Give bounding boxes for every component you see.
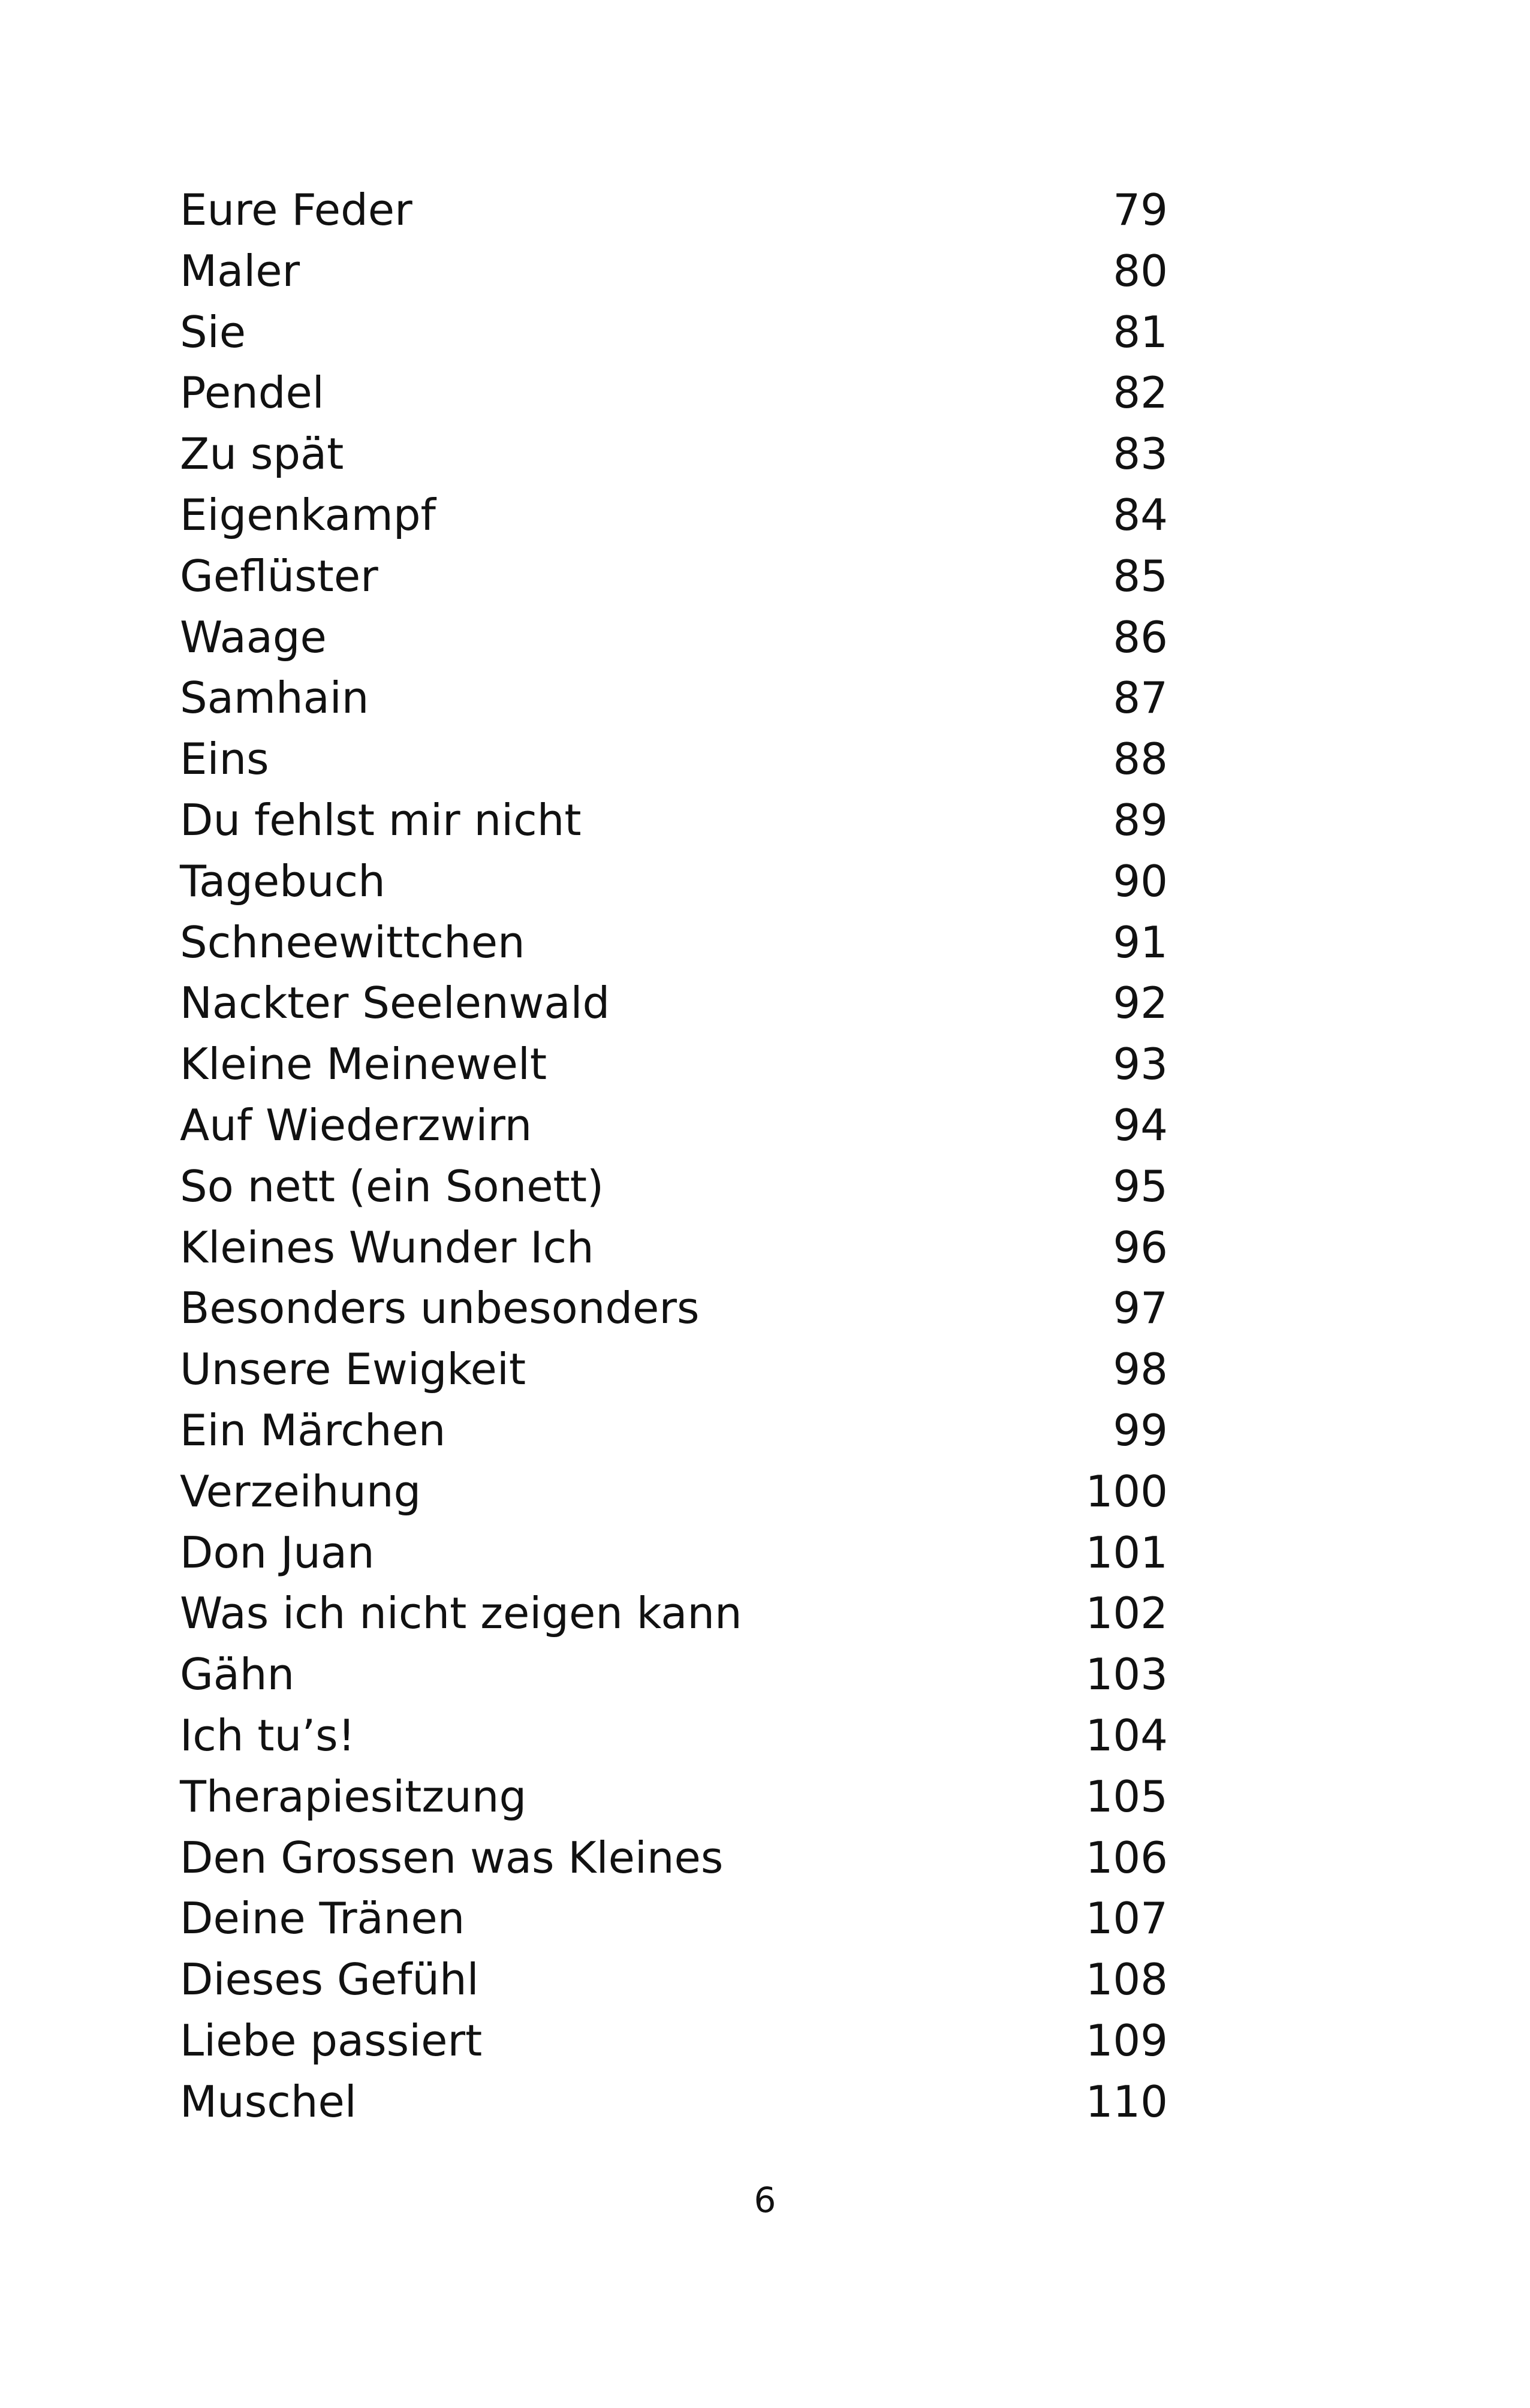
- toc-entry-title: Kleine Meinewelt: [180, 1039, 547, 1090]
- toc-entry: [180, 1888, 1168, 1949]
- toc-entry-page: 84: [1113, 489, 1168, 540]
- toc-entry-title: So nett (ein Sonett): [180, 1161, 604, 1211]
- toc-entry-title: Eigenkampf: [180, 489, 436, 540]
- toc-entry: [180, 668, 1168, 729]
- toc-entry: [180, 363, 1168, 424]
- toc-entry: [180, 1949, 1168, 2011]
- toc-entry: [180, 2011, 1168, 2072]
- toc-entry-page: 98: [1113, 1344, 1168, 1395]
- toc-entry-page: 108: [1085, 1954, 1168, 2005]
- toc-entry-title: Nackter Seelenwald: [180, 978, 610, 1029]
- toc-entry: [180, 973, 1168, 1034]
- toc-entry: [180, 1095, 1168, 1156]
- toc-entry-page: 79: [1113, 185, 1168, 235]
- toc-entry-title: Pendel: [180, 367, 324, 418]
- toc-entry-title: Therapiesitzung: [180, 1771, 527, 1822]
- toc-entry-title: Du fehlst mir nicht: [180, 794, 582, 845]
- toc-entry-page: 104: [1085, 1710, 1168, 1761]
- toc-entry: [180, 2072, 1168, 2133]
- toc-entry-page: 95: [1113, 1161, 1168, 1211]
- toc-entry-title: Samhain: [180, 673, 369, 724]
- toc-entry: [180, 912, 1168, 974]
- toc-entry-title: Eins: [180, 734, 269, 785]
- toc-entry-title: Geflüster: [180, 550, 378, 601]
- toc-entry-page: 106: [1085, 1832, 1168, 1883]
- toc-entry-page: 103: [1085, 1649, 1168, 1700]
- toc-entry-page: 107: [1085, 1893, 1168, 1944]
- toc-entry: [180, 546, 1168, 607]
- toc-entry-title: Waage: [180, 611, 327, 662]
- toc-entry-title: Den Grossen was Kleines: [180, 1832, 724, 1883]
- toc-entry-page: 85: [1113, 550, 1168, 601]
- toc-entry: [180, 1767, 1168, 1828]
- toc-entry-title: Verzeihung: [180, 1466, 421, 1517]
- toc-entry: [180, 851, 1168, 912]
- toc-entry: [180, 1156, 1168, 1217]
- toc-entry-page: 92: [1113, 978, 1168, 1029]
- toc-entry-title: Was ich nicht zeigen kann: [180, 1588, 742, 1639]
- toc-entry-page: 82: [1113, 367, 1168, 418]
- toc-entry: [180, 729, 1168, 790]
- toc-entry-title: Zu spät: [180, 429, 344, 480]
- toc-entry-title: Schneewittchen: [180, 917, 525, 968]
- toc-entry-page: 110: [1085, 2076, 1168, 2127]
- toc-entry-title: Liebe passiert: [180, 2015, 483, 2066]
- toc-entry: [180, 1217, 1168, 1279]
- toc-entry-page: 90: [1113, 855, 1168, 906]
- toc-entry-title: Auf Wiederzwirn: [180, 1099, 532, 1150]
- page-number: 6: [754, 2180, 776, 2220]
- toc-entry-page: 93: [1113, 1039, 1168, 1090]
- toc-entry-title: Eure Feder: [180, 185, 412, 235]
- toc-entry-title: Ich tu’s!: [180, 1710, 356, 1761]
- toc-entry-title: Besonders unbesonders: [180, 1283, 700, 1334]
- toc-entry-title: Unsere Ewigkeit: [180, 1344, 526, 1395]
- toc-entry-page: 99: [1113, 1405, 1168, 1455]
- toc-entry-page: 100: [1085, 1466, 1168, 1517]
- toc-entry: [180, 180, 1168, 241]
- toc-entry-page: 94: [1113, 1099, 1168, 1150]
- toc-entry-title: Maler: [180, 245, 300, 296]
- toc-entry: [180, 1828, 1168, 1889]
- toc-entry-title: Don Juan: [180, 1527, 375, 1578]
- toc-entry: [180, 424, 1168, 485]
- toc-entry-page: 96: [1113, 1222, 1168, 1273]
- toc-entry-title: Ein Märchen: [180, 1405, 446, 1455]
- toc-entry: [180, 485, 1168, 546]
- toc-entry: [180, 302, 1168, 363]
- toc-entry-page: 102: [1085, 1588, 1168, 1639]
- toc-entry-title: Dieses Gefühl: [180, 1954, 479, 2005]
- toc-entry-title: Kleines Wunder Ich: [180, 1222, 594, 1273]
- toc-entry-page: 105: [1085, 1771, 1168, 1822]
- toc-entry-page: 101: [1085, 1527, 1168, 1578]
- toc-entry: [180, 1278, 1168, 1339]
- toc-entry-title: Tagebuch: [180, 855, 385, 906]
- toc-entry: [180, 1034, 1168, 1095]
- toc-entry-title: Deine Tränen: [180, 1893, 465, 1944]
- toc-entry: [180, 241, 1168, 302]
- toc-entry-page: 97: [1113, 1283, 1168, 1334]
- toc-entry-title: Gähn: [180, 1649, 295, 1700]
- toc-entry-page: 109: [1085, 2015, 1168, 2066]
- toc-entry: [180, 1644, 1168, 1705]
- toc-entry-page: 81: [1113, 306, 1168, 357]
- toc-entry-page: 91: [1113, 917, 1168, 968]
- toc-entry: [180, 1400, 1168, 1461]
- toc-entry: [180, 1461, 1168, 1523]
- toc-entry: [180, 1583, 1168, 1644]
- toc-entry: [180, 1705, 1168, 1767]
- toc-entry: [180, 607, 1168, 668]
- toc-entry: [180, 1339, 1168, 1400]
- toc-entry-title: Muschel: [180, 2076, 357, 2127]
- table-of-contents: [180, 180, 1168, 2133]
- toc-entry: [180, 790, 1168, 851]
- toc-entry-page: 86: [1113, 611, 1168, 662]
- toc-entry-page: 83: [1113, 429, 1168, 480]
- toc-entry-title: Sie: [180, 306, 246, 357]
- toc-entry: [180, 1523, 1168, 1584]
- toc-entry-page: 88: [1113, 734, 1168, 785]
- toc-entry-page: 80: [1113, 245, 1168, 296]
- toc-entry-page: 89: [1113, 794, 1168, 845]
- toc-entry-page: 87: [1113, 673, 1168, 724]
